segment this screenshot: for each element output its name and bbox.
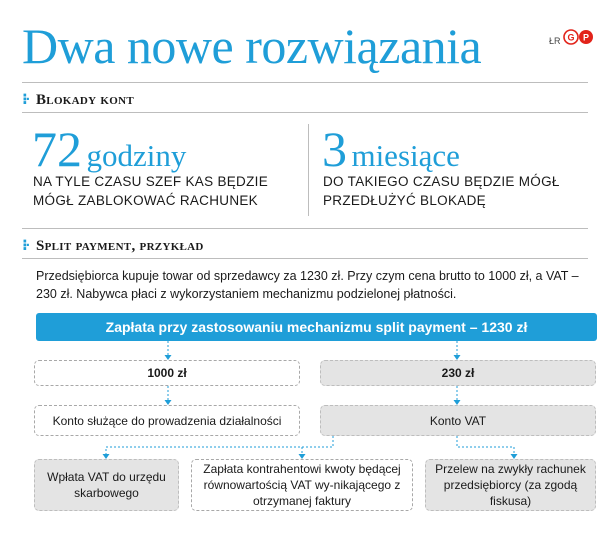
outcome-box-tax-office: Wpłata VAT do urzędu skarbowego [34, 459, 179, 511]
stat-right-headline [322, 121, 460, 177]
connector-line [106, 436, 333, 455]
logo-letter-p: P [582, 32, 590, 43]
logo-letter-g: G [567, 32, 575, 43]
stat-left-number: 72 [32, 121, 82, 177]
column-divider [308, 124, 309, 216]
stat-right-text: DO TAKIEGO CZASU BĘDZIE MÓGŁ PRZEDŁUŻYĆ BLOKADĘ [323, 174, 560, 208]
dots-marker-icon: ⁝· [22, 91, 29, 108]
stat-right-number: 3 [322, 121, 347, 177]
amount-box-net: 1000 zł [34, 360, 300, 386]
account-box-vat: Konto VAT [320, 405, 596, 436]
section-rule [22, 112, 588, 113]
split-intro-text: Przedsiębiorca kupuje towar od sprzedawcy za 1230 zł. Przy czym cena brutto to 1000 zł, a VAT – 230 zł. Nabywca płaci z wykorzystaniem mechanizmu podzielonej płatności. [36, 269, 579, 301]
outcome-box-contractor: Zapłata kontrahentowi kwoty będącej równowartością VAT wy-nikającego z otrzymanej faktury [191, 459, 413, 511]
stat-left-text: NA TYLE CZASU SZEF KAS BĘDZIE MÓGŁ ZABLOKOWAĆ RACHUNEK [33, 174, 269, 208]
connector-line [457, 436, 514, 455]
section-heading-split: Split payment, przykład [36, 238, 204, 254]
page-title: Dwa nowe rozwiązania [22, 18, 482, 74]
stat-right-word: miesiące [351, 138, 460, 173]
amount-box-vat: 230 zł [320, 360, 596, 386]
stat-left-word: godziny [86, 138, 187, 173]
stat-left-headline [32, 121, 187, 177]
section-heading-blokady: Blokady kont [36, 92, 135, 108]
section-rule [22, 82, 588, 83]
section-rule [22, 228, 588, 229]
publisher-logo [563, 29, 595, 45]
dots-marker-icon: ⁝· [22, 237, 29, 254]
section-rule [22, 258, 588, 259]
account-box-business: Konto służące do prowadzenia działalności [34, 405, 300, 436]
split-payment-total-bar: Zapłata przy zastosowaniu mechanizmu split payment – 1230 zł [36, 313, 597, 341]
outcome-box-regular-account: Przelew na zwykły rachunek przedsiębiorcy (za zgodą fiskusa) [425, 459, 596, 511]
author-credit: ŁR [549, 36, 561, 46]
